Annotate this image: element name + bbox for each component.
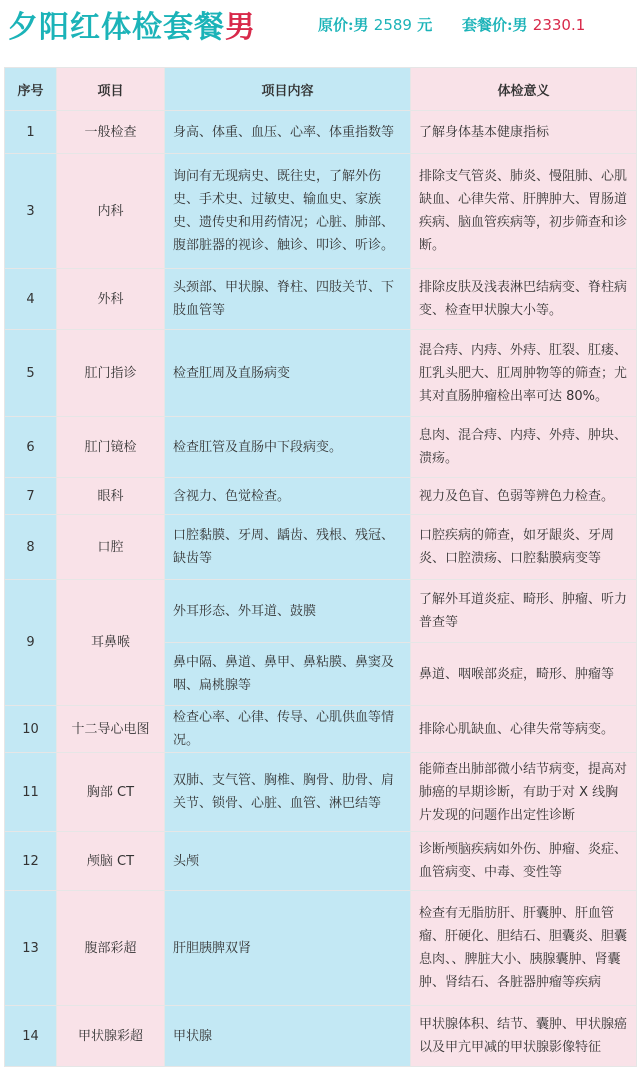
cell-no: 3 xyxy=(5,154,57,269)
cell-no: 13 xyxy=(5,891,57,1006)
cell-content: 身高、体重、血压、心率、体重指数等 xyxy=(165,111,411,154)
cell-meaning: 甲状腺体积、结节、囊肿、甲状腺癌以及甲亢甲减的甲状腺影像特征 xyxy=(411,1006,637,1067)
cell-meaning: 息肉、混合痔、内痔、外痔、肿块、溃疡。 xyxy=(411,417,637,478)
cell-content: 检查肛周及直肠病变 xyxy=(165,330,411,417)
cell-item: 肛门指诊 xyxy=(57,330,165,417)
cell-content: 口腔黏膜、牙周、龋齿、残根、残冠、缺齿等 xyxy=(165,515,411,580)
cell-no: 11 xyxy=(5,753,57,832)
cell-meaning: 视力及色盲、色弱等辨色力检查。 xyxy=(411,478,637,515)
table-row xyxy=(5,269,637,330)
header-meaning: 体检意义 xyxy=(411,68,637,111)
table-row xyxy=(5,832,637,891)
cell-meaning: 排除支气管炎、肺炎、慢阻肺、心肌缺血、心律失常、肝脾肿大、胃肠道疾病、脑血管疾病等，初步筛查和诊断。 xyxy=(411,154,637,269)
original-price-label: 原价:男 xyxy=(318,16,369,34)
table-row xyxy=(5,580,637,643)
cell-meaning: 了解身体基本健康指标 xyxy=(411,111,637,154)
cell-content: 肝胆胰脾双肾 xyxy=(165,891,411,1006)
table-header-row xyxy=(5,68,637,111)
header-item: 项目 xyxy=(57,68,165,111)
cell-meaning: 检查有无脂肪肝、肝囊肿、肝血管瘤、肝硬化、胆结石、胆囊炎、胆囊息肉、、脾脏大小、胰腺囊肿、肾囊肿、肾结石、各脏器肿瘤等疾病 xyxy=(411,891,637,1006)
cell-item: 口腔 xyxy=(57,515,165,580)
cell-no: 6 xyxy=(5,417,57,478)
table-row xyxy=(5,706,637,753)
cell-no: 14 xyxy=(5,1006,57,1067)
table-row xyxy=(5,891,637,1006)
header-no: 序号 xyxy=(5,68,57,111)
cell-no: 7 xyxy=(5,478,57,515)
package-price xyxy=(462,14,585,35)
cell-item: 一般检查 xyxy=(57,111,165,154)
cell-item: 甲状腺彩超 xyxy=(57,1006,165,1067)
table-row xyxy=(5,1006,637,1067)
cell-content: 鼻中隔、鼻道、鼻甲、鼻粘膜、鼻窦及咽、扁桃腺等 xyxy=(165,643,411,706)
package-price-value: 2330.1 xyxy=(532,16,586,34)
title-text: 夕阳红体检套餐 xyxy=(8,10,225,45)
header-content: 项目内容 xyxy=(165,68,411,111)
exam-table xyxy=(4,67,637,1067)
cell-no: 12 xyxy=(5,832,57,891)
cell-no: 1 xyxy=(5,111,57,154)
table-row xyxy=(5,154,637,269)
original-price-value: 2589 xyxy=(373,16,412,34)
cell-meaning: 混合痔、内痔、外痔、肛裂、肛瘘、肛乳头肥大、肛周肿物等的筛查；尤其对直肠肿瘤检出率可达 80%。 xyxy=(411,330,637,417)
cell-no: 10 xyxy=(5,706,57,753)
cell-item: 颅脑 CT xyxy=(57,832,165,891)
cell-meaning: 鼻道、咽喉部炎症，畸形、肿瘤等 xyxy=(411,643,637,706)
cell-content: 头颅 xyxy=(165,832,411,891)
cell-content: 询问有无现病史、既往史，了解外伤史、手术史、过敏史、输血史、家族史、遗传史和用药情况；心脏、肺部、腹部脏器的视诊、触诊、叩诊、听诊。 xyxy=(165,154,411,269)
cell-no: 8 xyxy=(5,515,57,580)
cell-content: 甲状腺 xyxy=(165,1006,411,1067)
cell-content: 双肺、支气管、胸椎、胸骨、肋骨、肩关节、锁骨、心脏、血管、淋巴结等 xyxy=(165,753,411,832)
original-price-unit: 元 xyxy=(417,16,433,34)
cell-no: 4 xyxy=(5,269,57,330)
cell-item: 内科 xyxy=(57,154,165,269)
cell-meaning: 排除心肌缺血、心律失常等病变。 xyxy=(411,706,637,753)
cell-meaning: 能筛查出肺部微小结节病变，提高对肺癌的早期诊断，有助于对 X 线胸片发现的问题作出定性诊断 xyxy=(411,753,637,832)
title-gender: 男 xyxy=(225,10,256,45)
cell-meaning: 口腔疾病的筛查，如牙龈炎、牙周炎、口腔溃疡、口腔黏膜病变等 xyxy=(411,515,637,580)
cell-item: 腹部彩超 xyxy=(57,891,165,1006)
table-row xyxy=(5,330,637,417)
cell-no: 5 xyxy=(5,330,57,417)
cell-item: 耳鼻喉 xyxy=(57,580,165,706)
table-row xyxy=(5,478,637,515)
cell-no: 9 xyxy=(5,580,57,706)
page-header xyxy=(0,0,640,60)
cell-item: 肛门镜检 xyxy=(57,417,165,478)
cell-meaning: 诊断颅脑疾病如外伤、肿瘤、炎症、血管病变、中毒、变性等 xyxy=(411,832,637,891)
cell-content: 含视力、色觉检查。 xyxy=(165,478,411,515)
cell-meaning: 排除皮肤及浅表淋巴结病变、脊柱病变、检查甲状腺大小等。 xyxy=(411,269,637,330)
cell-item: 外科 xyxy=(57,269,165,330)
table-row xyxy=(5,111,637,154)
package-price-label: 套餐价:男 xyxy=(462,16,528,34)
table-row xyxy=(5,753,637,832)
table-row xyxy=(5,417,637,478)
original-price xyxy=(318,14,432,35)
cell-content: 检查心率、心律、传导、心肌供血等情况。 xyxy=(165,706,411,753)
cell-item: 眼科 xyxy=(57,478,165,515)
cell-content: 检查肛管及直肠中下段病变。 xyxy=(165,417,411,478)
cell-content: 外耳形态、外耳道、鼓膜 xyxy=(165,580,411,643)
cell-meaning: 了解外耳道炎症、畸形、肿瘤、听力普查等 xyxy=(411,580,637,643)
table-row xyxy=(5,515,637,580)
cell-item: 十二导心电图 xyxy=(57,706,165,753)
cell-content: 头颈部、甲状腺、脊柱、四肢关节、下肢血管等 xyxy=(165,269,411,330)
cell-item: 胸部 CT xyxy=(57,753,165,832)
page-title xyxy=(8,2,256,46)
